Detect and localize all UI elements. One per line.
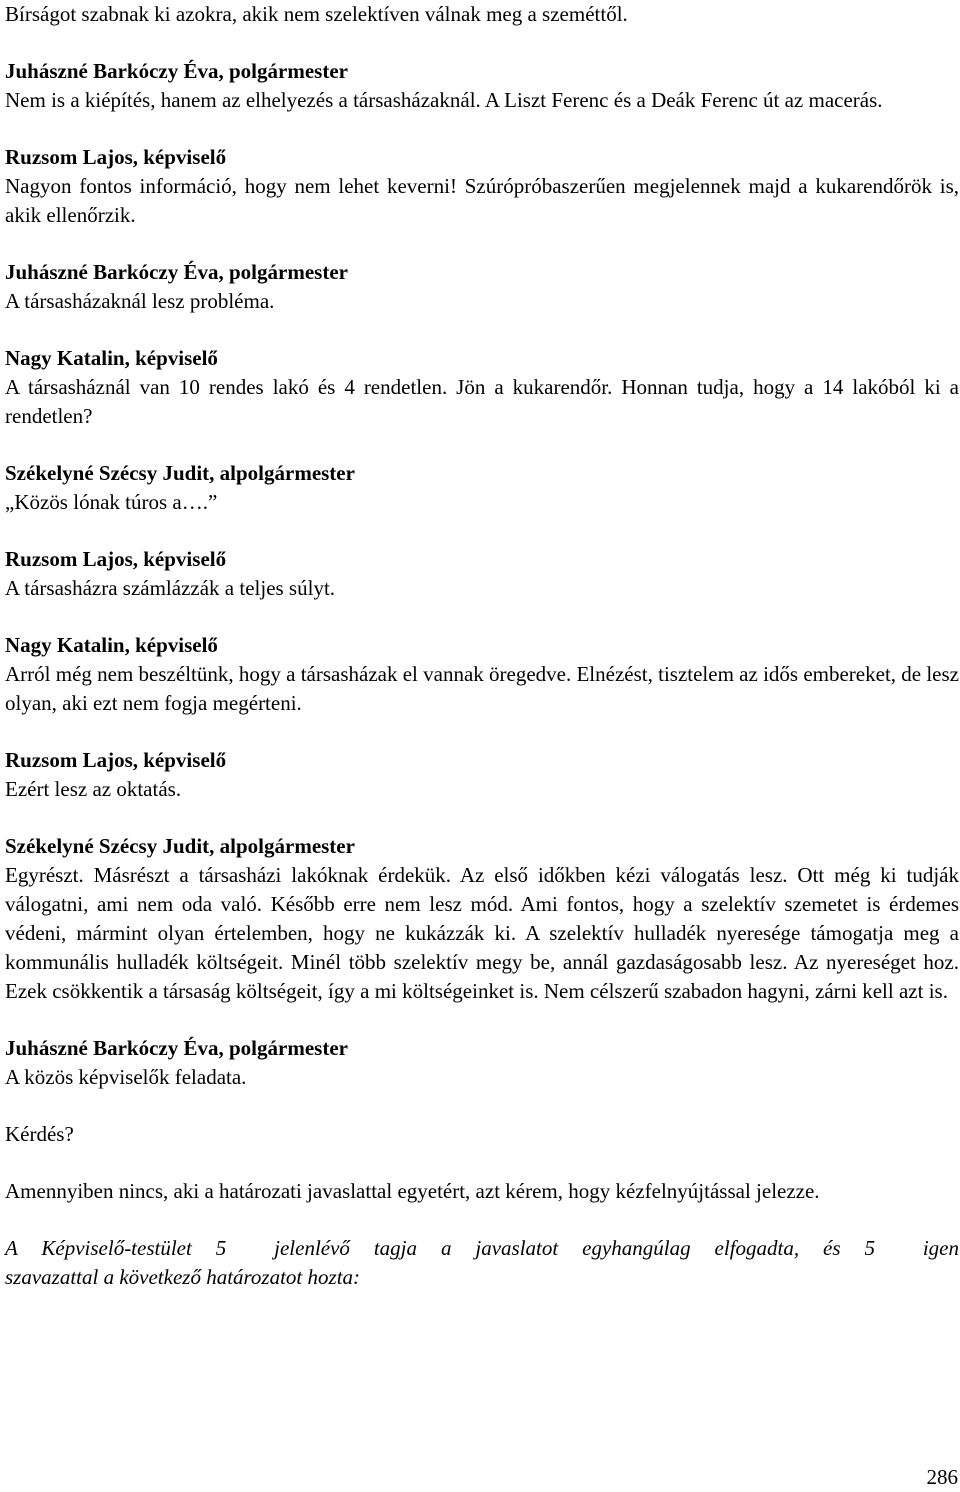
- speech-text: Arról még nem beszéltünk, hogy a társasházak el vannak öregedve. Elnézést, tisztelem az idős embereket, de lesz olyan, aki ezt nem fogja megérteni.: [5, 662, 959, 715]
- entry-3: [5, 258, 959, 316]
- speaker-name: Nagy Katalin, képviselő: [5, 633, 218, 657]
- vote-request-text: Amennyiben nincs, aki a határozati javaslattal egyetért, azt kérem, hogy kézfelnyújtással jelezze.: [5, 1179, 820, 1203]
- speaker-name: Székelyné Szécsy Judit, alpolgármester: [5, 461, 355, 485]
- entry-5: [5, 459, 959, 517]
- speech-text: A közös képviselők feladata.: [5, 1065, 247, 1089]
- speaker-name: Ruzsom Lajos, képviselő: [5, 145, 227, 169]
- entry-2: [5, 143, 959, 230]
- speech-text: A társasháznál van 10 rendes lakó és 4 rendetlen. Jön a kukarendőr. Honnan tudja, hogy a 14 lakóból ki a rendetlen?: [5, 375, 959, 428]
- question-text: Kérdés?: [5, 1122, 74, 1146]
- speaker-name: Juhászné Barkóczy Éva, polgármester: [5, 260, 348, 284]
- entry-6: [5, 545, 959, 603]
- entry-1: [5, 57, 959, 115]
- speaker-name: Ruzsom Lajos, képviselő: [5, 748, 227, 772]
- vote-request-block: [5, 1177, 959, 1206]
- speech-text: A társasházra számlázzák a teljes súlyt.: [5, 576, 336, 600]
- speech-text: Nagyon fontos információ, hogy nem lehet keverni! Szúrópróbaszerűen megjelennek majd a kukarendőrök is, akik ellenőrzik.: [5, 174, 959, 227]
- entry-8: [5, 746, 959, 804]
- resolution-line-2: szavazattal a következő határozatot hozta:: [5, 1265, 361, 1289]
- speech-text: A társasházaknál lesz probléma.: [5, 289, 275, 313]
- speaker-name: Ruzsom Lajos, képviselő: [5, 547, 227, 571]
- resolution-line-1: A Képviselő-testület 5 jelenlévő tagja a javaslatot egyhangúlag elfogadta, és 5 igen: [5, 1236, 959, 1260]
- speaker-name: Székelyné Szécsy Judit, alpolgármester: [5, 834, 355, 858]
- entry-7: [5, 631, 959, 718]
- speech-text: „Közös lónak túros a….”: [5, 490, 218, 514]
- resolution-block: [5, 1234, 959, 1292]
- question-block: [5, 1120, 959, 1149]
- speaker-name: Juhászné Barkóczy Éva, polgármester: [5, 59, 348, 83]
- intro-paragraph: Bírságot szabnak ki azokra, akik nem szelektíven válnak meg a szeméttől.: [5, 2, 628, 26]
- page-number: 286: [926, 1465, 958, 1489]
- entry-4: [5, 344, 959, 431]
- document-page: [5, 0, 959, 1292]
- speech-text: Egyrészt. Másrészt a társasházi lakóknak érdekük. Az első időkben kézi válogatás lesz. Ott még ki tudják válogatni, ami nem oda való. Később erre nem lesz mód. Ami fontos, hogy a szelektív szemetet is érdemes védeni, mármint olyan értelemben, hogy ne kukázzák ki. A szelektív hulladék nyeresége támogatja meg a kommunális hulladék költségeit. Minél több szelektív megy be, annál gazdaságosabb lesz. Az nyereséget hoz. Ezek csökkentik a társaság költségeit, így a mi költségeinket is. Nem célszerű szabadon hagyni, zárni kell azt is.: [5, 863, 959, 1003]
- speech-text: Nem is a kiépítés, hanem az elhelyezés a társasházaknál. A Liszt Ferenc és a Deák Ferenc út az macerás.: [5, 88, 883, 112]
- speaker-name: Juhászné Barkóczy Éva, polgármester: [5, 1036, 348, 1060]
- entry-9: [5, 832, 959, 1006]
- speaker-name: Nagy Katalin, képviselő: [5, 346, 218, 370]
- speech-text: Ezért lesz az oktatás.: [5, 777, 182, 801]
- entry-10: [5, 1034, 959, 1092]
